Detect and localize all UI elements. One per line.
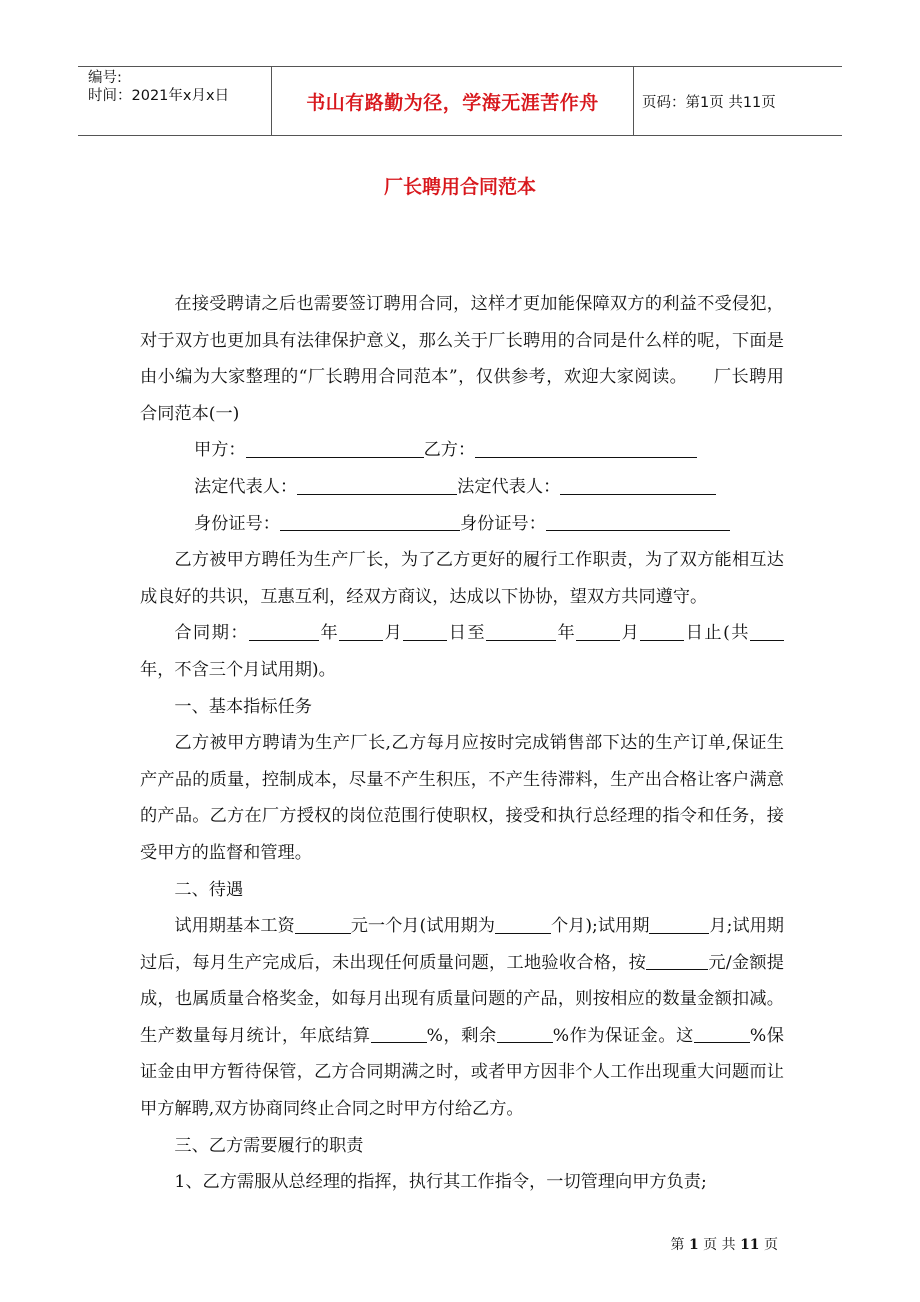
document-title: 厂长聘用合同范本 [383, 176, 536, 198]
id-b-blank[interactable] [546, 512, 730, 531]
legal-rep-b-label: 法定代表人： [457, 476, 561, 497]
salary-text-7: %作为保证金。这 [552, 1025, 694, 1046]
legal-rep-line [140, 469, 784, 506]
party-a-blank[interactable] [246, 439, 424, 458]
term-start-month-blank[interactable] [339, 622, 383, 641]
term-tail: 年，不含三个月试用期)。 [140, 659, 336, 680]
document-body [140, 286, 784, 1201]
section-2-text [140, 908, 784, 1128]
term-start-day-blank[interactable] [403, 622, 447, 641]
appointment-paragraph: 乙方被甲方聘任为生产厂长，为了乙方更好的履行工作职责，为了双方能相互达成良好的共识，互惠互利，经双方商议，达成以下协协，望双方共同遵守。 [140, 550, 784, 607]
term-end-day-blank[interactable] [640, 622, 684, 641]
salary-text-5: 元/金额提成，也属质量合格奖金，如每月出现有质量问题的产品，则按相应的数量金额扣减。生产数量每月统计，年底结算 [140, 952, 784, 1046]
term-end-year-blank[interactable] [486, 622, 556, 641]
page-footer [671, 1234, 779, 1254]
intro-paragraph [140, 286, 784, 432]
salary-label: 试用期基本工资 [174, 916, 295, 937]
salary-text-4: 月;试用期过后，每月生产完成后，未出现任何质量问题，工地验收合格，按 [140, 916, 784, 973]
remaining-percent-blank[interactable] [497, 1024, 553, 1043]
party-b-blank[interactable] [475, 439, 697, 458]
settlement-percent-blank[interactable] [371, 1024, 427, 1043]
probation-salary-blank[interactable] [295, 915, 351, 934]
party-b-label: 乙方： [423, 440, 476, 461]
id-line [140, 506, 784, 543]
document-header [78, 66, 842, 136]
term-label: 合同期： [174, 623, 250, 644]
legal-rep-a-label: 法定代表人： [194, 476, 298, 497]
header-page-label: 页码：第1页 共11页 [642, 94, 776, 111]
term-day-to: 日至 [447, 623, 487, 644]
footer-post: 页 [764, 1237, 778, 1253]
footer-page-number: 1 [688, 1237, 699, 1253]
salary-text-6: %，剩余 [426, 1025, 497, 1046]
header-meta [78, 67, 272, 135]
section-2-heading: 二、待遇 [174, 879, 244, 900]
legal-rep-a-blank[interactable] [297, 476, 457, 495]
term-total-years-blank[interactable] [750, 622, 784, 641]
id-b-label: 身份证号： [459, 513, 546, 534]
term-paragraph [140, 615, 784, 688]
section-3-heading: 三、乙方需要履行的职责 [174, 1135, 364, 1156]
salary-text-8: %保证金由甲方暂待保管，乙方合同期满之时，或者甲方因非个人工作出现重大问题而让甲方解聘,双方协商同终止合同之时甲方付给乙方。 [140, 1025, 784, 1120]
id-a-blank[interactable] [280, 512, 460, 531]
salary-text-3: 个月);试用期 [550, 916, 650, 937]
serial-label: 编号: [88, 70, 122, 86]
header-motto: 书山有路勤为径，学海无涯苦作舟 [272, 67, 634, 135]
party-line [140, 432, 784, 469]
id-a-label: 身份证号： [194, 513, 280, 534]
term-end-month-blank[interactable] [576, 622, 620, 641]
contract-subtitle: 厂长聘用合同范本(一) [140, 367, 784, 424]
section-1-text: 乙方被甲方聘请为生产厂长,乙方每月应按时完成销售部下达的生产订单,保证生产产品的质量，控制成本，尽量不产生积压，不产生待滞料，生产出合格让客户满意的产品。乙方在厂方授权的岗位范围行使职权，接受和执行总经理的指令和任务，接受甲方的监督和管理。 [140, 733, 784, 863]
commission-rate-blank[interactable] [646, 951, 708, 970]
probation-months-blank[interactable] [495, 915, 551, 934]
deposit-percent-blank[interactable] [694, 1024, 750, 1043]
term-day-end: 日止(共 [684, 623, 750, 644]
time-label: 时间：2021年x月x日 [88, 88, 230, 104]
section-3-item-1: 1、乙方需服从总经理的指挥，执行其工作指令，一切管理向甲方负责; [174, 1172, 707, 1193]
intro-text: 在接受聘请之后也需要签订聘用合同，这样才更加能保障双方的利益不受侵犯，对于双方也更加具有法律保护意义，那么关于厂长聘用的合同是什么样的呢，下面是由小编为大家整理的“厂长聘用合同范本”，仅供参考，欢迎大家阅读。 [140, 294, 784, 388]
term-year-1: 年 [319, 623, 340, 644]
footer-total-pages: 11 [740, 1237, 760, 1253]
party-a-label: 甲方： [194, 440, 246, 461]
legal-rep-b-blank[interactable] [560, 476, 716, 495]
footer-pre: 第 [670, 1237, 685, 1253]
footer-mid: 页 共 [703, 1237, 736, 1253]
term-start-year-blank[interactable] [249, 622, 319, 641]
section-1-heading: 一、基本指标任务 [174, 696, 312, 717]
probation-extra-blank[interactable] [649, 915, 709, 934]
term-month-1: 月 [383, 623, 404, 644]
salary-text-2: 元一个月(试用期为 [350, 916, 495, 937]
term-month-2: 月 [620, 623, 641, 644]
term-year-2: 年 [556, 623, 577, 644]
